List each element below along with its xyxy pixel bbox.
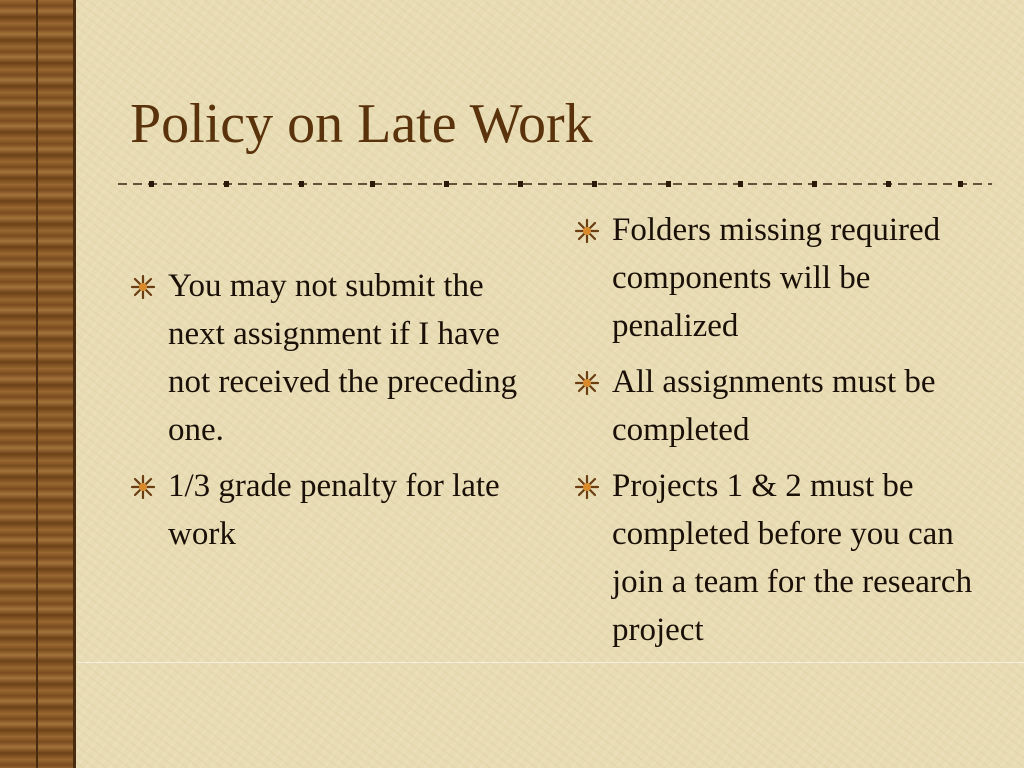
- footer-divider: [78, 662, 1024, 663]
- starburst-icon: [130, 474, 156, 500]
- list-item: [574, 462, 994, 654]
- list-item: [574, 358, 994, 454]
- right-column: [574, 206, 994, 662]
- decorative-wood-border: [0, 0, 76, 768]
- bullet-text: You may not submit the next assignment if I have not received the preceding one.: [168, 268, 518, 448]
- list-item: [130, 462, 540, 558]
- bullet-text: Folders missing required components will be penalized: [612, 212, 941, 344]
- slide-title: Policy on Late Work: [130, 93, 593, 155]
- left-column: [130, 262, 540, 566]
- bullet-text: 1/3 grade penalty for late work: [168, 468, 500, 552]
- starburst-icon: [130, 274, 156, 300]
- list-item: [574, 206, 994, 350]
- title-divider: [118, 178, 992, 190]
- list-item: [130, 262, 540, 454]
- starburst-icon: [574, 474, 600, 500]
- starburst-icon: [574, 218, 600, 244]
- starburst-icon: [574, 370, 600, 396]
- bullet-text: Projects 1 & 2 must be completed before you can join a team for the research project: [612, 468, 973, 648]
- bullet-text: All assignments must be completed: [612, 364, 936, 448]
